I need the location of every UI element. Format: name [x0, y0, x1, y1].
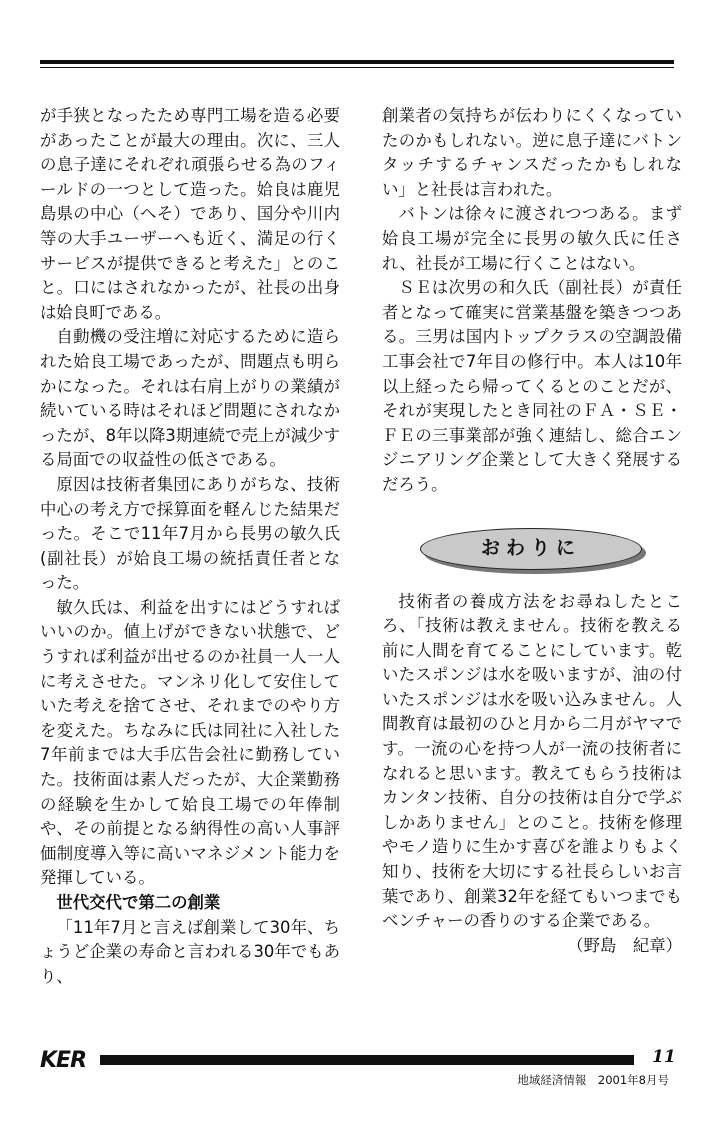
top-rule-thin [40, 67, 674, 68]
publisher-logo: KER [40, 1048, 87, 1073]
top-rule [40, 60, 674, 64]
ending-heading-block [382, 524, 682, 578]
paragraph: ＳＥは次男の和久氏（副社長）が責任者となって確実に営業基盤を築きつつある。三男は国内トップクラスの空調設備工事会社で7年目の修行中。本人は10年以上経ったら帰ってくるとのことだが、それが実現したとき同社のＦＡ・ＳＥ・ＦＥの三事業部が強く連結し、総合エンジニアリング企業として大きく発展するだろう。 [382, 278, 682, 494]
paragraph: 技術者の養成方法をお尋ねしたところ、「技術は教えません。技術を教える前に人間を育てることにしています。乾いたスポンジは水を吸いますが、油の付いたスポンジは水を吸い込みません。人間教育は最初のひと月から二月がヤマです。一流の心を持つ人が一流の技術者になれると思います。教えてもらう技術はカンタン技術、自分の技術は自分で学ぶしかありません」とのこと。技術を修理やモノ造りに生かす喜びを誰よりもよく知り、技術を大切にする社長らしいお言葉であり、創業32年を経てもいつまでもベンチャーの香りのする企業である。 [382, 591, 682, 931]
section-heading: 世代交代で第二の創業 [56, 893, 221, 912]
right-column [382, 104, 682, 958]
footer-bar [100, 1055, 634, 1065]
page-number: 11 [652, 1047, 676, 1067]
paragraph: 敏久氏は、利益を出すにはどうすればいいのか。値上げができない状態で、どうすれば利益が出せるのか社員一人一人に考えさせた。マンネリ化して安住していた考えを捨てさせ、それまでのやり方を変えた。ちなみに氏は同社に入社した7年前までは大手広告会社に勤務していた。技術面は素人だったが、大企業勤務の経験を生かして姶良工場での年俸制や、その前提となる納得性の高い人事評価制度導入等に高いマネジメント能力を発揮している。 [40, 597, 340, 888]
left-column [40, 104, 340, 989]
paragraph: 自動機の受注増に対応するために造られた姶良工場であったが、問題点も明らかになった。それは右肩上がりの業績が続いている時はそれほど問題にされなかったが、8年以降3期連続で売上が減少する局面での収益性の低さである。 [40, 327, 340, 470]
publication-info: 地域経済情報 2001年8月号 [517, 1073, 669, 1087]
paragraph: が手狭となったため専門工場を造る必要があったことが最大の理由。次に、三人の息子達にそれぞれ頑張らせる為のフィールドの一つとして造った。姶良は鹿児島県の中心（へそ）であり、国分や川内等の大手ユーザーへも近く、満足の行くサービスが提供できると考えた」とのこと。口にはされなかったが、社長の出身は姶良町である。 [40, 106, 340, 322]
paragraph: 「11年7月と言えば創業して30年、ちょうど企業の寿命と言われる30年でもあり、 [40, 917, 340, 986]
author-credit: （野島 紀章） [567, 935, 682, 955]
paragraph: 原因は技術者集団にありがちな、技術中心の考え方で採算面を軽んじた結果だった。そこで11年7月から長男の敏久氏(副社長）が姶良工場の統括責任者となった。 [40, 474, 340, 593]
ending-heading: おわりに [420, 528, 642, 570]
paragraph: 創業者の気持ちが伝わりにくくなっていたのかもしれない。逆に息子達にバトンタッチするチャンスだったかもしれない」と社長は言われた。 [382, 106, 682, 199]
paragraph: バトンは徐々に渡されつつある。まず姶良工場が完全に長男の敏久氏に任され、社長が工場に行くことはない。 [382, 204, 682, 273]
